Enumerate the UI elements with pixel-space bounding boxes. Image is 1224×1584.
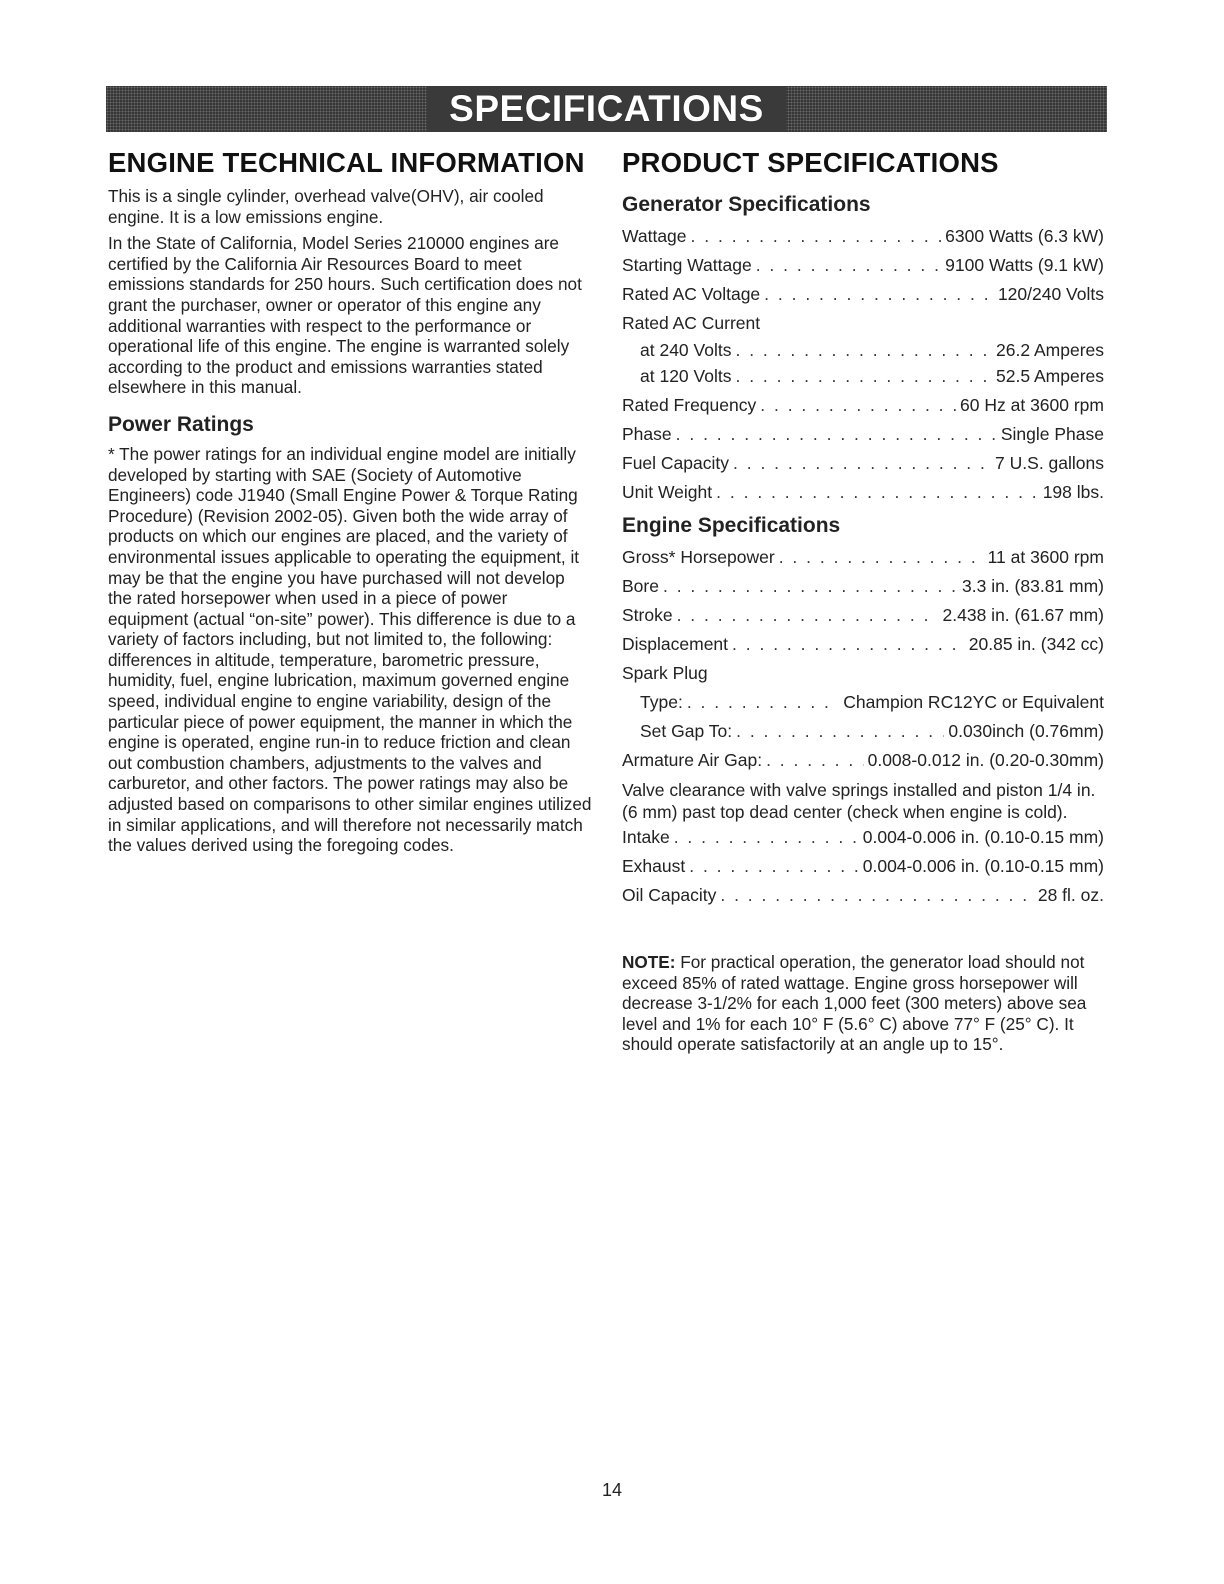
note-paragraph — [622, 952, 1104, 1055]
spec-value: 28 fl. oz. — [1037, 885, 1104, 905]
spec-row-set-gap — [622, 717, 1104, 746]
spec-value: 0.008-0.012 in. (0.20-0.30mm) — [867, 750, 1104, 770]
engine-info-heading: ENGINE TECHNICAL INFORMATION — [108, 147, 585, 178]
spec-row-displacement — [622, 630, 1104, 659]
spec-row-at-240-volts — [622, 338, 1104, 362]
spec-label: Stroke — [622, 605, 673, 625]
spec-row-rated-frequency — [622, 391, 1104, 420]
product-specs-column — [622, 146, 1104, 1055]
spec-row-armature-air-gap — [622, 746, 1104, 775]
spec-value: 7 U.S. gallons — [995, 453, 1104, 473]
spec-value: 120/240 Volts — [997, 284, 1104, 304]
spec-label: Exhaust — [622, 856, 686, 876]
spec-value: 0.004-0.006 in. (0.10-0.15 mm) — [862, 856, 1104, 876]
spec-value: 11 at 3600 rpm — [987, 547, 1104, 567]
spec-row-fuel-capacity — [622, 449, 1104, 478]
spec-label: Unit Weight — [622, 482, 713, 502]
dot-leader — [716, 478, 1039, 507]
dot-leader — [733, 449, 991, 478]
dot-leader — [663, 572, 958, 601]
spec-value: 60 Hz at 3600 rpm — [960, 395, 1104, 415]
spec-label: Gross* Horsepower — [622, 547, 775, 567]
spec-value: 26.2 Amperes — [996, 340, 1104, 360]
spec-label: Fuel Capacity — [622, 453, 729, 473]
engine-spec-list — [622, 543, 1104, 910]
dot-leader — [735, 362, 992, 391]
spec-value: 6300 Watts (6.3 kW) — [945, 226, 1104, 246]
valve-clearance-text: Valve clearance with valve springs installed and piston 1/4 in. (6 mm) past top dead center (check when engine is cold). — [622, 780, 1096, 822]
dot-leader — [760, 391, 956, 420]
spec-row-bore — [622, 572, 1104, 601]
dot-leader — [676, 420, 997, 449]
spec-label: Bore — [622, 576, 659, 596]
spec-row-spark-plug-type — [622, 688, 1104, 717]
spec-label: Set Gap To: — [640, 721, 733, 741]
dot-leader — [677, 601, 939, 630]
spec-row-oil-capacity — [622, 881, 1104, 910]
spec-value: 3.3 in. (83.81 mm) — [962, 576, 1104, 596]
spec-label-rated-ac-current: Rated AC Current — [622, 313, 761, 333]
spec-value: Champion RC12YC or Equivalent — [843, 692, 1104, 712]
dot-leader — [720, 881, 1034, 910]
spec-label: Starting Wattage — [622, 255, 752, 275]
spec-value: 0.030inch (0.76mm) — [948, 721, 1104, 741]
note-text: For practical operation, the generator load should not exceed 85% of rated wattage. Engine gross horsepower will decrease 3-1/2% for each 1,000 feet (300 meters) above sea level and 1% for each 10° F (5.6° C) above 77° F (25° C). It should operate satisfactorily at an angle up to 15°. — [622, 952, 1087, 1055]
generator-spec-list — [622, 222, 1104, 507]
spec-label-spark-plug: Spark Plug — [622, 663, 708, 683]
spec-row-at-120-volts — [622, 362, 1104, 391]
spec-label: Intake — [622, 827, 670, 847]
dot-leader — [779, 543, 984, 572]
spec-label: Armature Air Gap: — [622, 750, 763, 770]
engine-specs-heading: Engine Specifications — [622, 514, 841, 537]
spec-value: 2.438 in. (61.67 mm) — [942, 605, 1104, 625]
specifications-banner — [106, 86, 1107, 132]
spec-row-phase — [622, 420, 1104, 449]
spec-label: at 120 Volts — [640, 366, 732, 386]
product-specs-heading: PRODUCT SPECIFICATIONS — [622, 147, 999, 178]
page-number: 14 — [601, 1480, 623, 1500]
dot-leader — [691, 222, 942, 251]
spec-row-stroke — [622, 601, 1104, 630]
dot-leader — [687, 688, 839, 717]
spec-label: Phase — [622, 424, 672, 444]
dot-leader — [764, 280, 994, 309]
power-ratings-heading: Power Ratings — [108, 412, 254, 436]
power-ratings-paragraph: * The power ratings for an individual engine model are initially developed by starting with SAE (Society of Automotive Engineers) code J1940 (Small Engine Power & Torque Rating Procedure) (Revision 2002-05). Given both the wide array of products on which our engines are placed, and the variety of environmental issues applicable to operating the equipment, it may be that the engine you have purchased will not develop the rated horsepower when used in a piece of power equipment (actual “on-site” power). This difference is due to a variety of factors including, but not limited to, the following: differences in altitude, temperature, barometric pressure, humidity, fuel, engine lubrication, maximum governed engine speed, individual engine to engine variability, design of the particular piece of power equipment, the manner in which the engine is operated, engine run-in to reduce friction and clean out combustion chambers, adjustments to the valves and carburetor, and other factors. The power ratings may also be adjusted based on comparisons to other similar engines utilized in similar applications, and will therefore not necessarily match the values derived using the foregoing codes. — [108, 443, 592, 856]
spec-row-intake — [622, 823, 1104, 852]
engine-info-paragraph-2: In the State of California, Model Series 210000 engines are certified by the California Air Resources Board to meet emissions standards for 250 hours. Such certification does not grant the purchaser, owner or operator of this engine any additional warranties with respect to the performance or operational life of this engine. The engine is warranted solely according to the product and emissions warranties stated elsewhere in this manual. — [108, 233, 582, 398]
engine-info-paragraph-1: This is a single cylinder, overhead valve(OHV), air cooled engine. It is a low emissions engine. — [108, 186, 544, 227]
spec-label: Rated AC Voltage — [622, 284, 761, 304]
spec-value: 52.5 Amperes — [996, 366, 1104, 386]
spec-label: Type: — [640, 692, 683, 712]
note-label: NOTE: — [622, 952, 676, 972]
dot-leader — [766, 746, 864, 775]
dot-leader — [736, 717, 944, 746]
dot-leader — [674, 823, 859, 852]
spec-label: Wattage — [622, 226, 687, 246]
spec-value: 198 lbs. — [1042, 482, 1104, 502]
dot-leader — [735, 338, 992, 362]
spec-value: 0.004-0.006 in. (0.10-0.15 mm) — [862, 827, 1104, 847]
spec-row-starting-wattage — [622, 251, 1104, 280]
engine-info-column — [108, 146, 592, 856]
spec-label: Displacement — [622, 634, 729, 654]
spec-label: Rated Frequency — [622, 395, 757, 415]
dot-leader — [689, 852, 859, 881]
spec-row-wattage — [622, 222, 1104, 251]
spec-row-exhaust — [622, 852, 1104, 881]
spec-value: 20.85 in. (342 cc) — [968, 634, 1104, 654]
dot-leader — [732, 630, 965, 659]
spec-value: 9100 Watts (9.1 kW) — [945, 255, 1104, 275]
spec-row-unit-weight — [622, 478, 1104, 507]
banner-title: SPECIFICATIONS — [427, 86, 786, 132]
spec-row-gross-horsepower — [622, 543, 1104, 572]
spec-row-rated-ac-voltage — [622, 280, 1104, 309]
spec-label: Oil Capacity — [622, 885, 717, 905]
dot-leader — [756, 251, 941, 280]
spec-label: at 240 Volts — [640, 340, 732, 360]
generator-specs-heading: Generator Specifications — [622, 193, 871, 216]
spec-value: Single Phase — [1000, 424, 1104, 444]
